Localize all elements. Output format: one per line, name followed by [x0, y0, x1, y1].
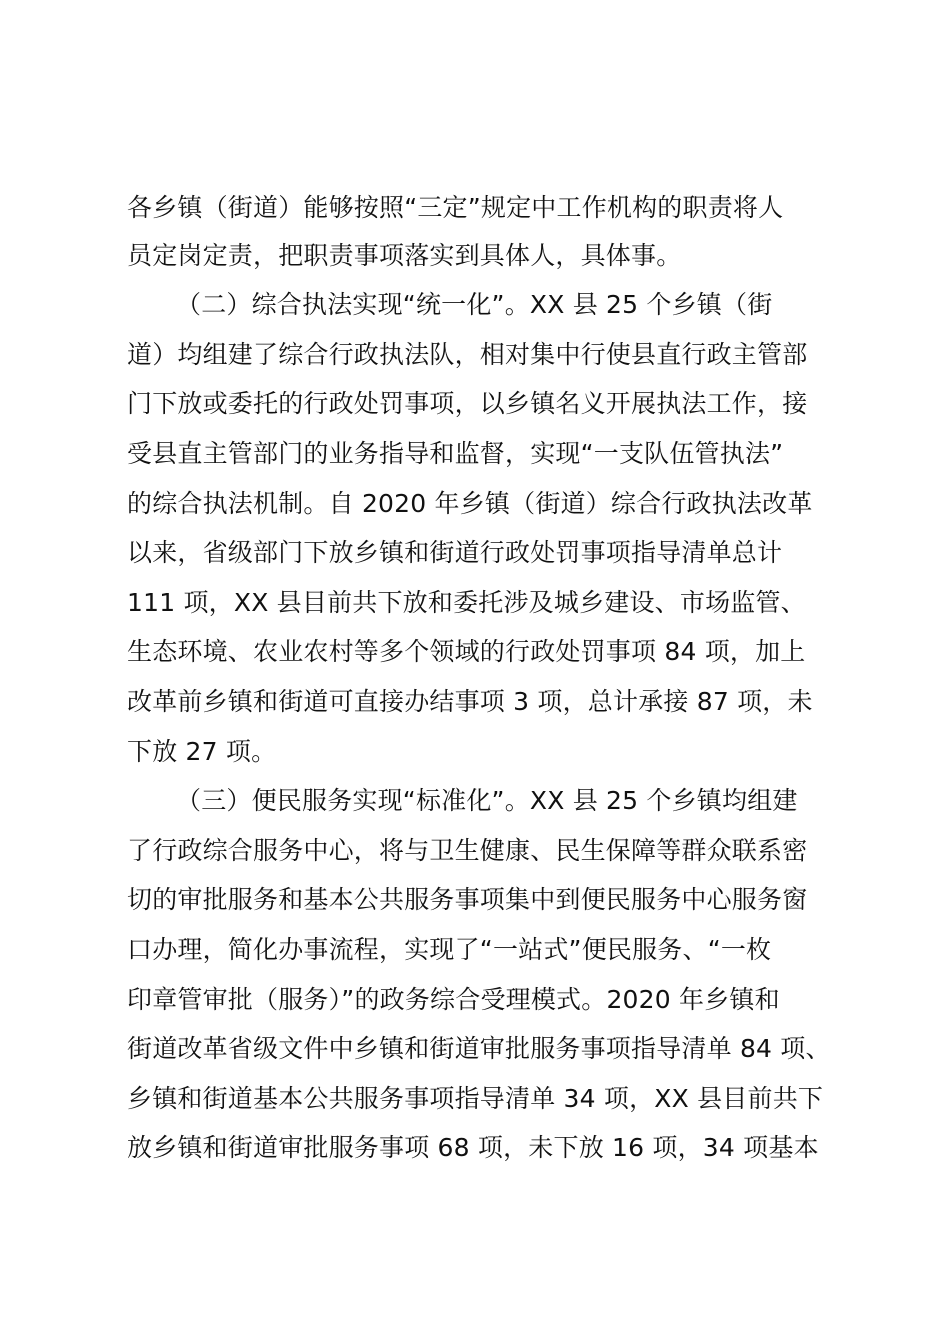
text-line-1: 各乡镇（街道）能够按照“三定”规定中工作机构的职责将人 — [127, 193, 784, 222]
text-line-19: 乡镇和街道基本公共服务事项指导清单 34 项，XX 县目前共下 — [127, 1084, 824, 1113]
text-line-12: 下放 27 项。 — [127, 737, 277, 766]
text-line-3: （二）综合执法实现“统一化”。XX 县 25 个乡镇（街 — [176, 290, 773, 319]
text-line-4: 道）均组建了综合行政执法队，相对集中行使县直行政主管部 — [127, 340, 808, 369]
text-line-5: 门下放或委托的行政处罚事项，以乡镇名义开展执法工作，接 — [127, 389, 808, 418]
text-line-11: 改革前乡镇和街道可直接办结事项 3 项，总计承接 87 项，未 — [127, 687, 813, 716]
text-line-15: 切的审批服务和基本公共服务事项集中到便民服务中心服务窗 — [127, 885, 808, 914]
text-line-2: 员定岗定责，把职责事项落实到具体人，具体事。 — [127, 241, 682, 270]
text-line-18: 街道改革省级文件中乡镇和街道审批服务事项指导清单 84 项、 — [127, 1034, 831, 1063]
text-line-10: 生态环境、农业农村等多个领域的行政处罚事项 84 项，加上 — [127, 637, 806, 666]
text-line-9: 111 项，XX 县目前共下放和委托涉及城乡建设、市场监管、 — [127, 588, 806, 617]
text-line-6: 受县直主管部门的业务指导和监督，实现“一支队伍管执法” — [127, 439, 784, 468]
text-line-8: 以来，省级部门下放乡镇和街道行政处罚事项指导清单总计 — [127, 538, 783, 567]
text-line-13: （三）便民服务实现“标准化”。XX 县 25 个乡镇均组建 — [176, 786, 798, 815]
text-line-7: 的综合执法机制。自 2020 年乡镇（街道）综合行政执法改革 — [127, 489, 813, 518]
text-line-17: 印章管审批（服务）”的政务综合受理模式。2020 年乡镇和 — [127, 985, 780, 1014]
text-line-14: 了行政综合服务中心，将与卫生健康、民生保障等群众联系密 — [127, 836, 808, 865]
text-line-16: 口办理，简化办事流程，实现了“一站式”便民服务、“一枚 — [127, 935, 772, 964]
text-line-20: 放乡镇和街道审批服务事项 68 项，未下放 16 项，34 项基本 — [127, 1133, 819, 1162]
